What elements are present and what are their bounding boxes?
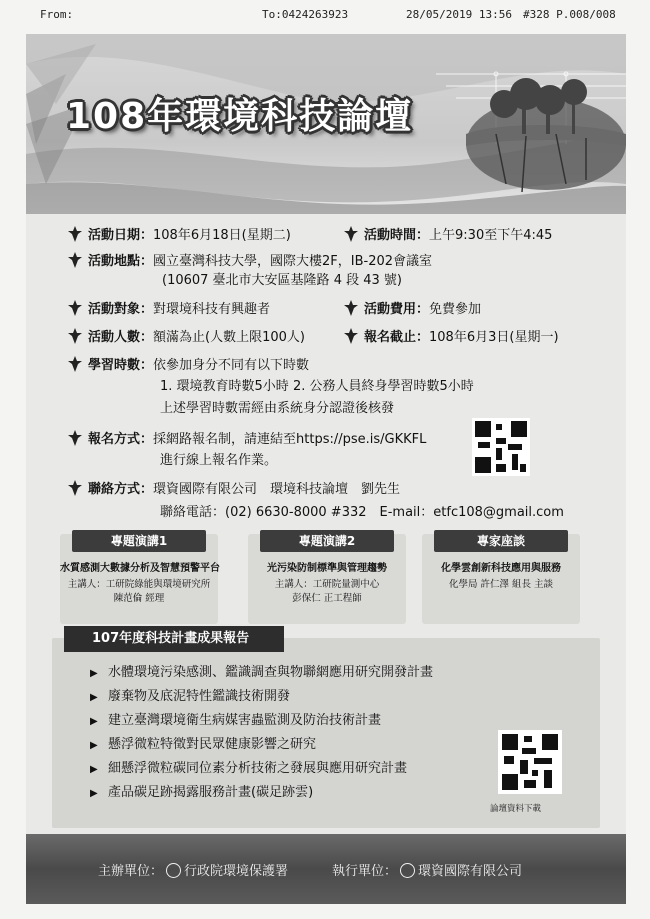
talk-card [60,534,218,624]
fax-datetime: 28/05/2019 13:56 [406,8,512,21]
torch-bullet-icon [68,252,82,268]
info-contact: 聯絡方式：環資國際有限公司 環境科技論壇 劉先生 [68,480,400,499]
download-qr-code[interactable] [498,730,562,794]
talk-host: 主講人：工研院綠能與環境研究所 [67,579,211,590]
report-item: ▶ 細懸浮微粒碳同位素分析技術之發展與應用研究計畫 [90,760,407,779]
report-item: ▶ 產品碳足跡揭露服務計畫(碳足跡雲) [90,784,313,803]
talk-speaker: 彭保仁 正工程師 [292,593,362,604]
company-logo-icon [400,863,415,878]
talk-card-title: 專家座談 [434,530,568,552]
talk-card-title: 專題演講2 [260,530,394,552]
torch-bullet-icon [68,480,82,496]
arrow-icon: ▶ [90,740,98,751]
flyer [26,34,626,904]
info-venue-address: (10607 臺北市大安區基隆路 4 段 43 號) [162,273,402,288]
fax-to: To:0424263923 [262,8,349,21]
info-fee: 活動費用：免費參加 [344,300,481,319]
torch-bullet-icon [68,300,82,316]
talk-card [248,534,406,624]
report-item: ▶ 水體環境污染感測、鑑識調查與物聯網應用研究開發計畫 [90,664,433,683]
arrow-icon: ▶ [90,692,98,703]
arrow-icon: ▶ [90,716,98,727]
info-contact-phone-email: 聯絡電話：(02) 6630-8000 #332 E-mail：etfc108@gmail.com [160,505,564,520]
info-signup: 報名方式：採網路報名制，請連結至https://pse.is/GKKFL [68,430,426,449]
talk-topic: 水質感測大數據分析及智慧預警平台 [60,563,220,574]
report-item: ▶ 建立臺灣環境衛生病媒害蟲監測及防治技術計畫 [90,712,381,731]
arrow-icon: ▶ [90,764,98,775]
epa-logo-icon [166,863,181,878]
footer-executor: 執行單位： 環資國際有限公司 [332,864,523,879]
info-hours-note: 上述學習時數需經由系統身分認證後核發 [160,401,395,416]
torch-bullet-icon [68,356,82,372]
report-section [52,631,600,828]
info-date: 活動日期：108年6月18日(星期二) [68,226,291,245]
talk-speaker: 陳范倫 經理 [113,593,165,604]
report-item: ▶ 廢棄物及底泥特性鑑識技術開發 [90,688,290,707]
info-time: 活動時間：上午9:30至下午4:45 [344,226,552,245]
info-hours: 學習時數：依參加身分不同有以下時數 [68,356,309,375]
torch-bullet-icon [68,328,82,344]
signup-qr-code[interactable] [472,418,530,476]
fax-header [0,8,650,28]
torch-bullet-icon [68,226,82,242]
torch-bullet-icon [344,300,358,316]
torch-bullet-icon [68,430,82,446]
info-venue: 活動地點：國立臺灣科技大學，國際大樓2F，IB-202會議室 [68,252,432,271]
banner [26,34,626,214]
talk-card-title: 專題演講1 [72,530,206,552]
talk-host: 主講人：工研院量測中心 [274,579,380,590]
torch-bullet-icon [344,226,358,242]
talk-topic: 光污染防制標準與管理趨勢 [267,563,387,574]
talk-topic: 化學雲創新科技應用與服務 [441,563,561,574]
page-title: 108年環境科技論壇 [66,96,414,137]
report-section-title: 107年度科技計畫成果報告 [64,626,284,652]
talk-host: 化學局 許仁澤 組長 主談 [448,579,554,590]
report-item: ▶ 懸浮微粒特徵對民眾健康影響之研究 [90,736,316,755]
info-signup-note: 進行線上報名作業。 [160,453,278,468]
footer-organizer: 主辦單位： 行政院環境保護署 [98,864,289,879]
download-label: 論壇資料下載 [490,804,542,814]
info-hours-detail: 1. 環境教育時數5小時 2. 公務人員終身學習時數5小時 [160,379,474,394]
info-deadline: 報名截止：108年6月3日(星期一) [344,328,559,347]
arrow-icon: ▶ [90,788,98,799]
info-capacity: 活動人數：額滿為止(人數上限100人) [68,328,305,347]
talk-card [422,534,580,624]
footer [26,834,626,904]
fax-page: #328 P.008/008 [523,8,616,21]
info-audience: 活動對象：對環境科技有興趣者 [68,300,270,319]
fax-from: From: [40,8,74,21]
arrow-icon: ▶ [90,668,98,679]
torch-bullet-icon [344,328,358,344]
